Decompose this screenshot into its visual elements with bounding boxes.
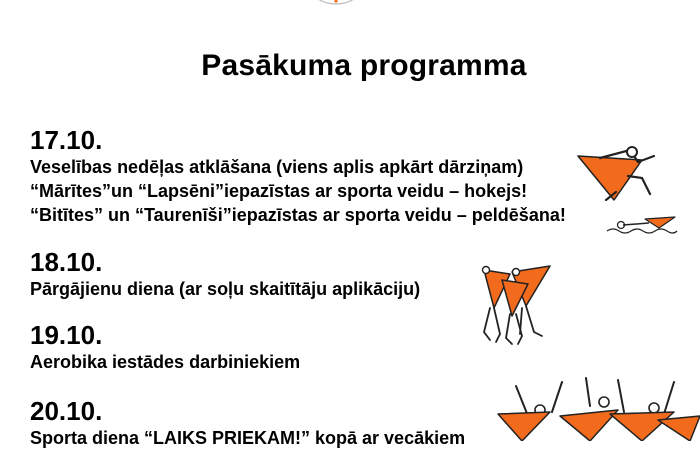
schedule-line: Sporta diena “LAIKS PRIEKAM!” kopā ar vecākiem <box>30 428 466 448</box>
date-heading: 19.10. <box>30 320 103 350</box>
schedule-line: Aerobika iestādes darbiniekiem <box>30 352 301 372</box>
hikers-figure-icon <box>472 262 558 346</box>
page-title: Pasākuma programma <box>201 49 527 82</box>
top-seal-icon <box>300 0 372 6</box>
swimmer-figure-icon <box>605 213 679 235</box>
date-heading: 20.10. <box>30 396 103 426</box>
schedule-line: “Bitītes” un “Taurenīši”iepazīstas ar sporta veidu – peldēšana! <box>30 205 566 225</box>
runner-figure-icon <box>576 142 664 202</box>
cheering-group-figure-icon <box>494 376 700 441</box>
date-heading: 17.10. <box>30 125 103 155</box>
date-heading: 18.10. <box>30 247 103 277</box>
schedule-line: “Mārītes”un “Lapsēni”iepazīstas ar sporta veidu – hokejs! <box>30 181 528 201</box>
schedule-line: Pārgājienu diena (ar soļu skaitītāju aplikāciju) <box>30 279 421 299</box>
schedule-line: Veselības nedēļas atklāšana (viens aplis apkārt dārziņam) <box>30 157 524 177</box>
